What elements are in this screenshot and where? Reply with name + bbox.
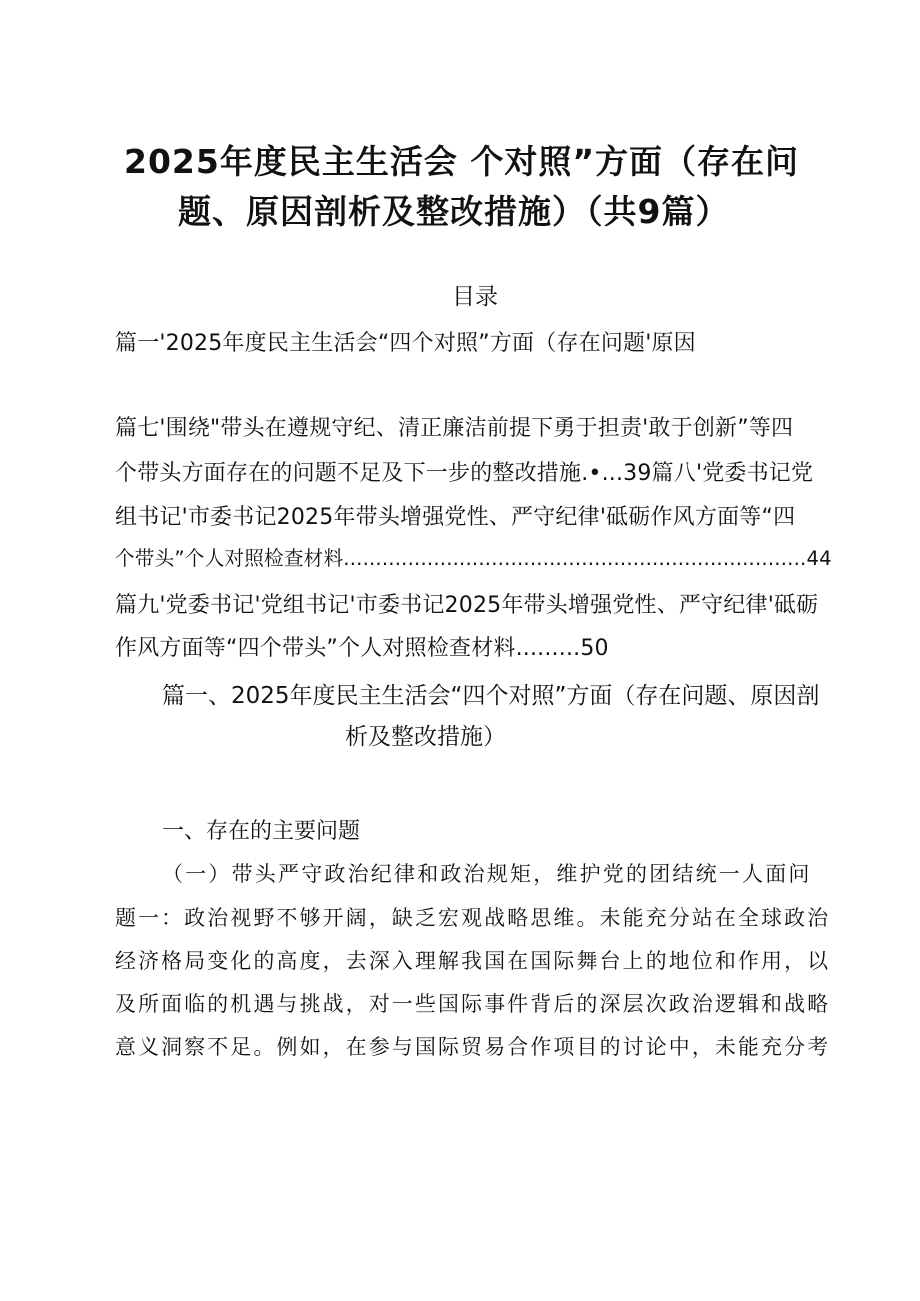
section-title-line-1: 篇一、2025年度民主生活会“四个对照”方面（存在问题、原因剖 [162, 683, 820, 709]
body-line-5: 意义洞察不足。例如，在参与国际贸易合作项目的讨论中，未能充分考 [115, 1035, 831, 1059]
title-line-2: 题、原因剖析及整改措施）（共9篇） [178, 192, 730, 231]
title-line-1: 2025年度民主生活会 个对照”方面（存在问 [124, 142, 800, 181]
toc-entry-9[interactable]: 篇九'党委书记'党组书记'市委书记2025年带头增强党性、严守纪律'砥砺 [115, 593, 819, 618]
body-line-3: 经济格局变化的高度，去深入理解我国在国际舞台上的地位和作用，以 [115, 949, 831, 973]
toc-entry-8-cont[interactable]: 个带头”个人对照检查材料........................................................................44 [115, 547, 832, 570]
section-heading: 一、存在的主要问题 [162, 819, 361, 844]
toc-heading: 目录 [452, 284, 498, 310]
body-line-1: （一）带头严守政治纪律和政治规矩，维护党的团结统一人面问 [162, 862, 812, 886]
toc-entry-1[interactable]: 篇一'2025年度民主生活会“四个对照”方面（存在问题'原因 [115, 331, 696, 356]
toc-entry-9-cont[interactable]: 作风方面等“四个带头”个人对照检查材料.........50 [115, 636, 609, 661]
section-title-line-2: 析及整改措施） [345, 724, 506, 750]
body-line-4: 及所面临的机遇与挑战，对一些国际事件背后的深层次政治逻辑和战略 [115, 992, 831, 1016]
toc-entry-7-cont[interactable]: 个带头方面存在的问题不足及下一步的整改措施.•...39篇八'党委书记党 [115, 461, 814, 486]
body-line-2: 题一：政治视野不够开阔，缺乏宏观战略思维。未能充分站在全球政治 [115, 906, 831, 930]
toc-entry-7[interactable]: 篇七'围绕"带头在遵规守纪、清正廉洁前提下勇于担责'敢于创新”等四 [115, 416, 794, 441]
toc-entry-8[interactable]: 组书记'市委书记2025年带头增强党性、严守纪律'砥砺作风方面等“四 [115, 505, 796, 530]
